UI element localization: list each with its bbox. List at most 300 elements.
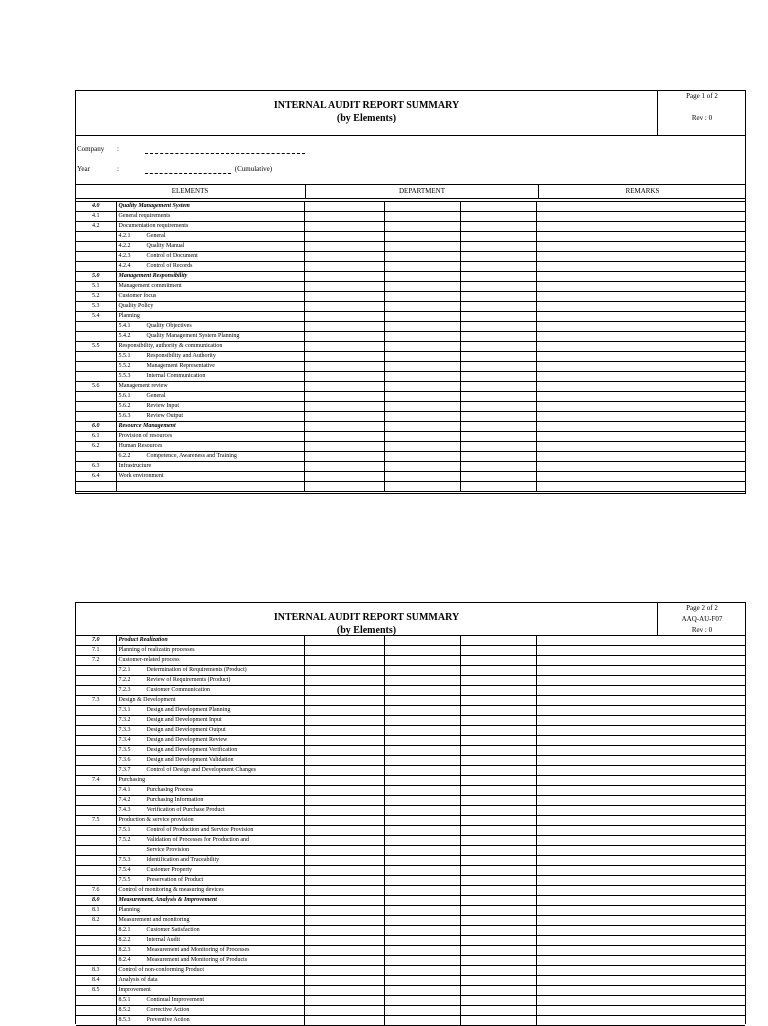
department-cell[interactable] [384, 222, 460, 232]
element-number [76, 866, 116, 876]
department-cell[interactable] [460, 656, 536, 666]
remarks-cell[interactable] [536, 866, 745, 876]
remarks-cell[interactable] [536, 666, 745, 676]
department-cell[interactable] [304, 212, 384, 222]
element-name: Measurement, Analysis & Improvement [118, 897, 217, 903]
department-cell[interactable] [460, 452, 536, 462]
table-row [76, 362, 745, 372]
department-cell[interactable] [460, 282, 536, 292]
department-cell[interactable] [460, 716, 536, 726]
company-field[interactable] [77, 144, 305, 154]
remarks-cell[interactable] [536, 776, 745, 786]
department-cell[interactable] [460, 482, 536, 492]
department-cell[interactable] [304, 956, 384, 966]
department-cell[interactable] [460, 352, 536, 362]
department-cell[interactable] [304, 736, 384, 746]
department-cell[interactable] [304, 412, 384, 422]
department-cell[interactable] [384, 382, 460, 392]
element-name: Measurement and Monitoring of Processes [146, 947, 250, 953]
department-cell[interactable] [460, 262, 536, 272]
department-cell[interactable] [384, 362, 460, 372]
remarks-cell[interactable] [536, 422, 745, 432]
department-cell[interactable] [460, 906, 536, 916]
department-cell[interactable] [384, 916, 460, 926]
remarks-cell[interactable] [536, 796, 745, 806]
department-cell[interactable] [384, 676, 460, 686]
department-cell[interactable] [304, 352, 384, 362]
remarks-cell[interactable] [536, 806, 745, 816]
department-cell[interactable] [460, 916, 536, 926]
department-cell[interactable] [304, 796, 384, 806]
department-cell[interactable] [384, 996, 460, 1006]
element-name-cell [116, 362, 304, 372]
department-cell[interactable] [460, 696, 536, 706]
remarks-cell[interactable] [536, 756, 745, 766]
department-cell[interactable] [384, 776, 460, 786]
remarks-cell[interactable] [536, 766, 745, 776]
element-number: 8.5 [76, 986, 116, 996]
department-cell[interactable] [304, 816, 384, 826]
department-cell[interactable] [304, 422, 384, 432]
department-cell[interactable] [384, 846, 460, 856]
department-cell[interactable] [384, 202, 460, 212]
department-cell[interactable] [304, 472, 384, 482]
table-row [76, 746, 745, 756]
department-cell[interactable] [384, 472, 460, 482]
department-cell[interactable] [460, 382, 536, 392]
department-cell[interactable] [304, 252, 384, 262]
department-cell[interactable] [384, 272, 460, 282]
department-cell[interactable] [460, 966, 536, 976]
department-cell[interactable] [460, 896, 536, 906]
department-cell[interactable] [460, 846, 536, 856]
remarks-cell[interactable] [536, 272, 745, 282]
remarks-cell[interactable] [536, 926, 745, 936]
department-cell[interactable] [304, 312, 384, 322]
department-cell[interactable] [304, 452, 384, 462]
remarks-cell[interactable] [536, 676, 745, 686]
department-cell[interactable] [384, 352, 460, 362]
department-cell[interactable] [460, 936, 536, 946]
department-cell[interactable] [460, 796, 536, 806]
table-row [76, 282, 745, 292]
department-cell[interactable] [304, 806, 384, 816]
department-cell[interactable] [384, 262, 460, 272]
remarks-cell[interactable] [536, 876, 745, 886]
department-cell[interactable] [384, 926, 460, 936]
department-cell[interactable] [304, 1016, 384, 1026]
department-cell[interactable] [384, 646, 460, 656]
department-cell[interactable] [384, 636, 460, 646]
remarks-cell[interactable] [536, 786, 745, 796]
department-cell[interactable] [304, 746, 384, 756]
department-cell[interactable] [304, 646, 384, 656]
department-cell[interactable] [460, 866, 536, 876]
department-cell[interactable] [304, 756, 384, 766]
remarks-cell[interactable] [536, 956, 745, 966]
department-cell[interactable] [384, 706, 460, 716]
remarks-cell[interactable] [536, 372, 745, 382]
department-cell[interactable] [460, 646, 536, 656]
department-cell[interactable] [304, 936, 384, 946]
department-cell[interactable] [460, 252, 536, 262]
year-field[interactable] [77, 164, 272, 174]
department-cell[interactable] [304, 766, 384, 776]
department-cell[interactable] [460, 392, 536, 402]
remarks-cell[interactable] [536, 646, 745, 656]
department-cell[interactable] [384, 432, 460, 442]
table-row [76, 916, 745, 926]
remarks-cell[interactable] [536, 656, 745, 666]
department-cell[interactable] [460, 836, 536, 846]
remarks-cell[interactable] [536, 816, 745, 826]
department-cell[interactable] [460, 342, 536, 352]
department-cell[interactable] [460, 312, 536, 322]
remarks-cell[interactable] [536, 412, 745, 422]
department-cell[interactable] [460, 986, 536, 996]
department-cell[interactable] [304, 726, 384, 736]
remarks-cell[interactable] [536, 856, 745, 866]
remarks-cell[interactable] [536, 312, 745, 322]
table-row [76, 646, 745, 656]
department-cell[interactable] [384, 746, 460, 756]
remarks-cell[interactable] [536, 202, 745, 212]
department-cell[interactable] [304, 462, 384, 472]
department-cell[interactable] [460, 232, 536, 242]
department-cell[interactable] [460, 472, 536, 482]
element-name-cell [116, 412, 304, 422]
department-cell[interactable] [304, 976, 384, 986]
department-cell[interactable] [304, 666, 384, 676]
department-cell[interactable] [384, 212, 460, 222]
department-cell[interactable] [304, 222, 384, 232]
remarks-cell[interactable] [536, 392, 745, 402]
department-cell[interactable] [460, 676, 536, 686]
department-cell[interactable] [384, 422, 460, 432]
department-cell[interactable] [384, 806, 460, 816]
element-name: Planning of realizatin processes [118, 647, 195, 653]
department-cell[interactable] [304, 242, 384, 252]
department-cell[interactable] [384, 442, 460, 452]
remarks-cell[interactable] [536, 452, 745, 462]
department-cell[interactable] [304, 866, 384, 876]
department-cell[interactable] [460, 292, 536, 302]
department-cell[interactable] [460, 786, 536, 796]
remarks-cell[interactable] [536, 1016, 745, 1026]
department-cell[interactable] [460, 816, 536, 826]
department-cell[interactable] [384, 726, 460, 736]
department-cell[interactable] [384, 826, 460, 836]
remarks-cell[interactable] [536, 836, 745, 846]
department-cell[interactable] [304, 716, 384, 726]
department-cell[interactable] [460, 202, 536, 212]
department-cell[interactable] [304, 886, 384, 896]
department-cell[interactable] [304, 482, 384, 492]
remarks-cell[interactable] [536, 352, 745, 362]
department-cell[interactable] [460, 976, 536, 986]
department-cell[interactable] [304, 402, 384, 412]
department-cell[interactable] [304, 372, 384, 382]
remarks-cell[interactable] [536, 996, 745, 1006]
department-cell[interactable] [384, 836, 460, 846]
element-name: Quality Policy [118, 303, 154, 309]
department-cell[interactable] [460, 996, 536, 1006]
department-cell[interactable] [384, 946, 460, 956]
remarks-cell[interactable] [536, 322, 745, 332]
remarks-cell[interactable] [536, 1006, 745, 1016]
department-cell[interactable] [304, 636, 384, 646]
department-cell[interactable] [384, 302, 460, 312]
department-cell[interactable] [460, 666, 536, 676]
department-cell[interactable] [384, 242, 460, 252]
department-cell[interactable] [304, 282, 384, 292]
department-cell[interactable] [384, 986, 460, 996]
element-number: 5.3 [76, 302, 116, 312]
department-cell[interactable] [384, 292, 460, 302]
department-cell[interactable] [304, 696, 384, 706]
remarks-cell[interactable] [536, 936, 745, 946]
remarks-cell[interactable] [536, 212, 745, 222]
department-cell[interactable] [384, 282, 460, 292]
table-row [76, 696, 745, 706]
department-cell[interactable] [384, 666, 460, 676]
remarks-cell[interactable] [536, 826, 745, 836]
department-cell[interactable] [304, 856, 384, 866]
element-name: Validation of Processes for Production and [146, 837, 249, 843]
department-cell[interactable] [384, 686, 460, 696]
remarks-cell[interactable] [536, 736, 745, 746]
department-cell[interactable] [460, 726, 536, 736]
department-cell[interactable] [460, 756, 536, 766]
remarks-cell[interactable] [536, 382, 745, 392]
department-cell[interactable] [384, 766, 460, 776]
department-cell[interactable] [460, 776, 536, 786]
department-cell[interactable] [304, 946, 384, 956]
department-cell[interactable] [384, 786, 460, 796]
remarks-cell[interactable] [536, 482, 745, 492]
department-cell[interactable] [460, 332, 536, 342]
department-cell[interactable] [304, 826, 384, 836]
department-cell[interactable] [460, 766, 536, 776]
department-cell[interactable] [460, 686, 536, 696]
department-cell[interactable] [384, 936, 460, 946]
department-cell[interactable] [384, 736, 460, 746]
department-cell[interactable] [304, 686, 384, 696]
department-cell[interactable] [384, 412, 460, 422]
department-cell[interactable] [304, 382, 384, 392]
elements-table-page-2 [76, 635, 745, 1026]
department-cell[interactable] [384, 372, 460, 382]
department-cell[interactable] [460, 876, 536, 886]
department-cell[interactable] [460, 746, 536, 756]
department-cell[interactable] [384, 906, 460, 916]
remarks-cell[interactable] [536, 342, 745, 352]
department-cell[interactable] [460, 1006, 536, 1016]
remarks-cell[interactable] [536, 716, 745, 726]
department-cell[interactable] [304, 836, 384, 846]
department-cell[interactable] [304, 392, 384, 402]
department-cell[interactable] [304, 846, 384, 856]
department-cell[interactable] [460, 706, 536, 716]
department-cell[interactable] [460, 402, 536, 412]
department-cell[interactable] [384, 322, 460, 332]
department-cell[interactable] [460, 736, 536, 746]
department-cell[interactable] [304, 906, 384, 916]
department-cell[interactable] [384, 976, 460, 986]
element-name-cell [116, 262, 304, 272]
department-cell[interactable] [460, 442, 536, 452]
department-cell[interactable] [460, 422, 536, 432]
department-cell[interactable] [384, 1006, 460, 1016]
element-number: 5.1 [76, 282, 116, 292]
department-cell[interactable] [460, 372, 536, 382]
department-cell[interactable] [384, 886, 460, 896]
remarks-cell[interactable] [536, 846, 745, 856]
department-cell[interactable] [384, 866, 460, 876]
department-cell[interactable] [460, 302, 536, 312]
element-name-cell [116, 646, 304, 656]
department-cell[interactable] [384, 402, 460, 412]
remarks-cell[interactable] [536, 282, 745, 292]
department-cell[interactable] [384, 796, 460, 806]
year-blank-line[interactable] [145, 173, 231, 174]
remarks-cell[interactable] [536, 402, 745, 412]
department-cell[interactable] [304, 432, 384, 442]
department-cell[interactable] [384, 816, 460, 826]
remarks-cell[interactable] [536, 232, 745, 242]
department-cell[interactable] [304, 1006, 384, 1016]
remarks-cell[interactable] [536, 242, 745, 252]
department-cell[interactable] [384, 312, 460, 322]
department-cell[interactable] [304, 342, 384, 352]
department-cell[interactable] [460, 636, 536, 646]
department-cell[interactable] [460, 272, 536, 282]
department-cell[interactable] [384, 332, 460, 342]
remarks-cell[interactable] [536, 686, 745, 696]
remarks-cell[interactable] [536, 636, 745, 646]
sub-element-code: 7.5.5 [118, 877, 131, 883]
department-cell[interactable] [460, 432, 536, 442]
remarks-cell[interactable] [536, 432, 745, 442]
department-cell[interactable] [384, 716, 460, 726]
remarks-cell[interactable] [536, 292, 745, 302]
department-cell[interactable] [460, 806, 536, 816]
remarks-cell[interactable] [536, 462, 745, 472]
department-cell[interactable] [304, 232, 384, 242]
department-cell[interactable] [304, 926, 384, 936]
department-cell[interactable] [384, 756, 460, 766]
department-cell[interactable] [460, 1016, 536, 1026]
department-cell[interactable] [304, 786, 384, 796]
page-info-box [657, 603, 746, 635]
department-cell[interactable] [460, 926, 536, 936]
remarks-cell[interactable] [536, 706, 745, 716]
remarks-cell[interactable] [536, 726, 745, 736]
department-cell[interactable] [460, 212, 536, 222]
department-cell[interactable] [384, 966, 460, 976]
element-number [76, 836, 116, 846]
remarks-cell[interactable] [536, 886, 745, 896]
department-cell[interactable] [304, 776, 384, 786]
department-cell[interactable] [384, 896, 460, 906]
company-blank-line[interactable] [145, 153, 305, 154]
department-cell[interactable] [384, 876, 460, 886]
department-cell[interactable] [460, 956, 536, 966]
element-name-cell [116, 282, 304, 292]
department-cell[interactable] [304, 262, 384, 272]
department-cell[interactable] [384, 656, 460, 666]
remarks-cell[interactable] [536, 252, 745, 262]
department-cell[interactable] [304, 292, 384, 302]
department-cell[interactable] [304, 896, 384, 906]
department-cell[interactable] [304, 986, 384, 996]
department-cell[interactable] [460, 856, 536, 866]
remarks-cell[interactable] [536, 222, 745, 232]
department-cell[interactable] [460, 242, 536, 252]
remarks-cell[interactable] [536, 362, 745, 372]
department-cell[interactable] [384, 956, 460, 966]
department-cell[interactable] [304, 876, 384, 886]
department-cell[interactable] [304, 706, 384, 716]
remarks-cell[interactable] [536, 966, 745, 976]
remarks-cell[interactable] [536, 442, 745, 452]
department-cell[interactable] [384, 462, 460, 472]
department-cell[interactable] [384, 1016, 460, 1026]
department-cell[interactable] [304, 272, 384, 282]
remarks-cell[interactable] [536, 262, 745, 272]
remarks-cell[interactable] [536, 302, 745, 312]
remarks-cell[interactable] [536, 332, 745, 342]
department-cell[interactable] [460, 412, 536, 422]
department-cell[interactable] [304, 302, 384, 312]
department-cell[interactable] [304, 656, 384, 666]
department-cell[interactable] [384, 252, 460, 262]
department-cell[interactable] [460, 222, 536, 232]
department-cell[interactable] [460, 946, 536, 956]
remarks-cell[interactable] [536, 896, 745, 906]
department-cell[interactable] [384, 482, 460, 492]
department-cell[interactable] [384, 452, 460, 462]
remarks-cell[interactable] [536, 916, 745, 926]
remarks-cell[interactable] [536, 472, 745, 482]
department-cell[interactable] [304, 442, 384, 452]
remarks-cell[interactable] [536, 696, 745, 706]
department-cell[interactable] [460, 362, 536, 372]
department-cell[interactable] [384, 342, 460, 352]
department-cell[interactable] [384, 232, 460, 242]
department-cell[interactable] [304, 202, 384, 212]
department-cell[interactable] [304, 676, 384, 686]
department-cell[interactable] [384, 856, 460, 866]
department-cell[interactable] [460, 462, 536, 472]
department-cell[interactable] [460, 826, 536, 836]
department-cell[interactable] [384, 696, 460, 706]
department-cell[interactable] [304, 332, 384, 342]
remarks-cell[interactable] [536, 986, 745, 996]
department-cell[interactable] [384, 392, 460, 402]
department-cell[interactable] [460, 322, 536, 332]
department-cell[interactable] [304, 966, 384, 976]
remarks-cell[interactable] [536, 946, 745, 956]
department-cell[interactable] [304, 362, 384, 372]
remarks-cell[interactable] [536, 906, 745, 916]
remarks-cell[interactable] [536, 746, 745, 756]
department-cell[interactable] [304, 916, 384, 926]
department-cell[interactable] [304, 996, 384, 1006]
remarks-cell[interactable] [536, 976, 745, 986]
department-cell[interactable] [460, 886, 536, 896]
department-cell[interactable] [304, 322, 384, 332]
